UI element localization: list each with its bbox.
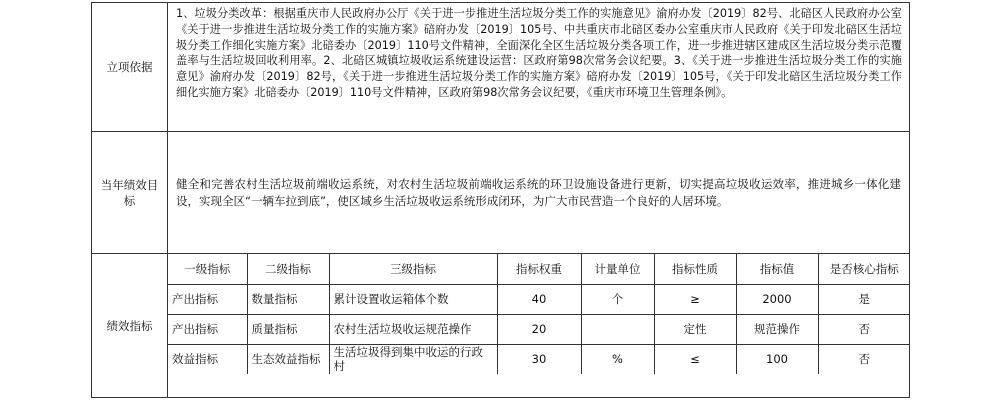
cell-value: 规范操作 [736,314,818,344]
header-level2: 二级指标 [247,254,329,284]
cell-level1: 产出指标 [168,314,247,344]
perf-cell [168,254,910,398]
cell-level2: 数量指标 [247,284,329,314]
cell-value: 2000 [736,284,818,314]
cell-unit [581,314,654,344]
cell-level3: 累计设置收运箱体个数 [329,284,497,314]
header-unit: 计量单位 [581,254,654,284]
perf-header-row [168,254,910,284]
header-level1: 一级指标 [168,254,247,284]
cell-weight: 40 [497,284,581,314]
cell-core: 否 [818,314,910,344]
header-nature: 指标性质 [654,254,736,284]
project-document [91,2,909,400]
cell-level1: 产出指标 [168,284,247,314]
table-row [168,314,910,344]
cell-nature: ≤ [654,344,736,374]
header-weight: 指标权重 [497,254,581,284]
header-value: 指标值 [736,254,818,284]
basis-text: 1、垃圾分类改革：根据重庆市人民政府办公厅《关于进一步推进生活垃圾分类工作的实施意见》渝府办发〔2019〕82号、北碚区人民政府办公室《关于进一步推进生活垃圾分类工作的实施方案》碚府办发〔2019〕105号、中共重庆市北碚区委办公室重庆市人民政府《关于印发北碚区生活垃圾分类工作细化实施方案》北碚委办〔2019〕110号文件精神，全面深化全区生活垃圾分类各项工作，进一步推进辖区建成区生活垃圾分类示范覆盖率与生活垃圾回收利用率。2、北碚区城镇垃圾收运系统建设运营：区政府第98次常务会议纪要。3、《关于进一步推进生活垃圾分类工作的实施意见》渝府办发〔2019〕82号，《关于进一步推进生活垃圾分类工作的实施方案》碚府办发〔2019〕105号，《关于印发北碚区生活垃圾分类工作细化实施方案》北碚委办〔2019〕110号文件精神，区政府第98次常务会议纪要，《重庆市环境卫生管理条例》。 [168,3,910,132]
header-level3: 三级指标 [329,254,497,284]
cell-nature: 定性 [654,314,736,344]
cell-level2: 生态效益指标 [247,344,329,374]
cell-weight: 30 [497,344,581,374]
cell-level1: 效益指标 [168,344,247,374]
cell-unit: 个 [581,284,654,314]
cell-level3: 生活垃圾得到集中收运的行政村 [329,344,497,374]
cell-core: 否 [818,344,910,374]
cell-level2: 质量指标 [247,314,329,344]
cell-core: 是 [818,284,910,314]
perf-label: 绩效指标 [92,254,168,398]
header-core: 是否核心指标 [818,254,910,284]
perf-table [168,254,910,374]
perf-row [92,254,910,398]
table-row [168,344,910,374]
goal-row [92,132,910,254]
project-table [91,2,910,398]
cell-value: 100 [736,344,818,374]
cell-unit: % [581,344,654,374]
basis-row [92,3,910,132]
goal-label: 当年绩效目标 [92,132,168,254]
basis-label: 立项依据 [92,3,168,132]
table-row [168,284,910,314]
cell-level3: 农村生活垃圾收运规范操作 [329,314,497,344]
cell-nature: ≥ [654,284,736,314]
cell-weight: 20 [497,314,581,344]
goal-text: 健全和完善农村生活垃圾前端收运系统，对农村生活垃圾前端收运系统的环卫设施设备进行更新，切实提高垃圾收运效率，推进城乡一体化建设，实现全区“一辆车拉到底”，使区域乡生活垃圾收运系统形成闭环，为广大市民营造一个良好的人居环境。 [168,132,910,254]
